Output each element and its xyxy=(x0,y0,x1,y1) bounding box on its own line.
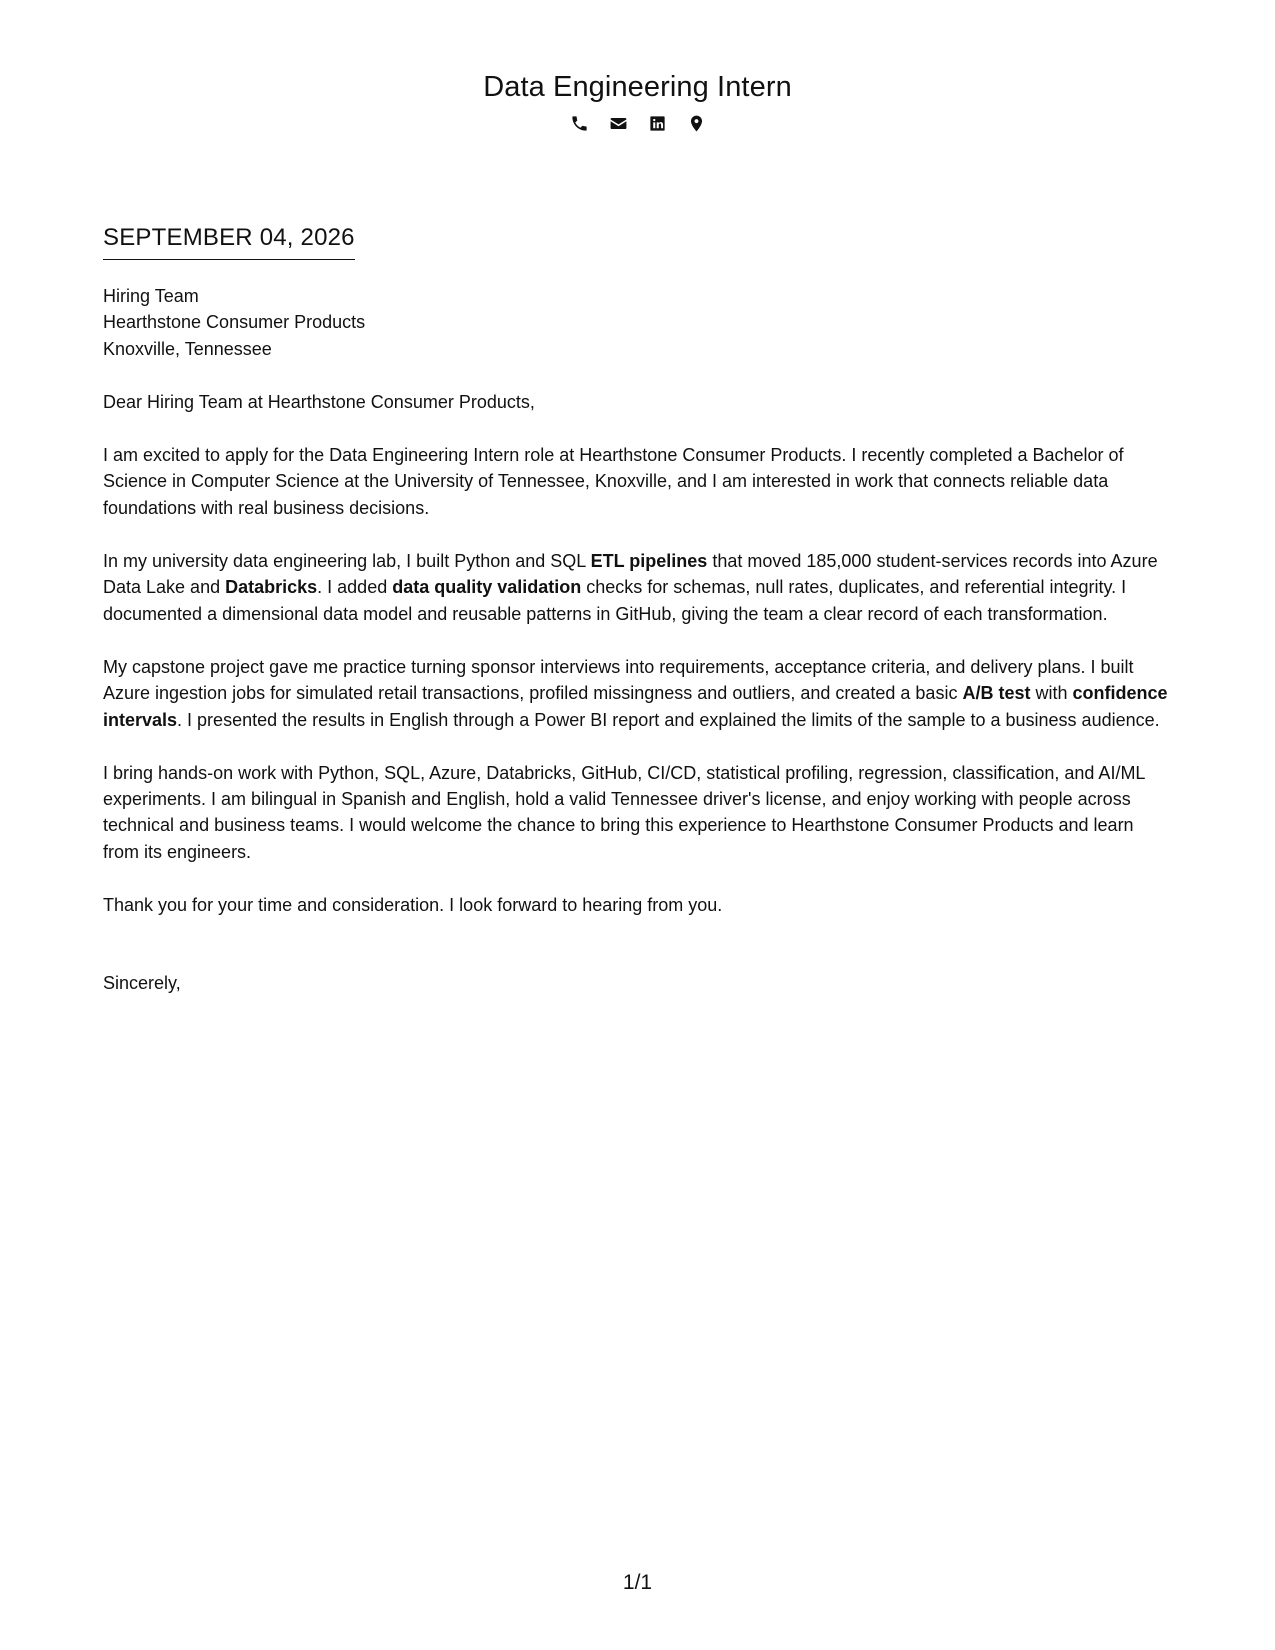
letter-date: SEPTEMBER 04, 2026 xyxy=(103,224,355,260)
highlight-term: data quality validation xyxy=(392,577,582,598)
highlight-term: A/B test xyxy=(962,683,1031,704)
envelope-icon[interactable] xyxy=(609,114,628,133)
text-segment: . I presented the results in English through a Power BI report and explained the limits of the sample to a business audience. xyxy=(177,709,1160,730)
page-title: Data Engineering Intern xyxy=(483,71,792,103)
letter-body xyxy=(103,283,1173,997)
text-segment: that moved 185,000 student-services records into Azure Data Lake and xyxy=(103,551,1158,598)
text-segment: My capstone project gave me practice turning sponsor interviews into requirements, acceptance criteria, and delivery plans. I built Azure ingestion jobs for simulated retail transactions, profiled missingness and outliers, and created a basic xyxy=(103,656,1134,704)
map-marker-icon[interactable] xyxy=(687,114,706,133)
highlight-term: ETL pipelines xyxy=(590,551,708,572)
paragraph-skills: I bring hands-on work with Python, SQL, Azure, Databricks, GitHub, CI/CD, statistical profiling, regression, classification, and AI/ML experiments. I am bilingual in Spanish and English, hold a valid Tennessee driver's license, and enjoy working with people across technical and business teams. I would welcome the chance to bring this experience to Hearthstone Consumer Products and learn from its engineers. xyxy=(103,762,1145,862)
text-segment: . I added xyxy=(317,577,393,598)
salutation: Dear Hiring Team at Hearthstone Consumer Products, xyxy=(103,391,535,412)
paragraph-lab-experience xyxy=(103,548,1173,627)
recipient-block xyxy=(103,283,1173,362)
phone-icon[interactable] xyxy=(570,114,589,133)
letter-header xyxy=(0,70,1275,135)
contact-icons xyxy=(0,113,1275,135)
page-indicator: 1/1 xyxy=(622,1571,653,1594)
text-segment: In my university data engineering lab, I built Python and SQL xyxy=(103,551,591,572)
paragraph-intro: I am excited to apply for the Data Engineering Intern role at Hearthstone Consumer Products. I recently completed a Bachelor of Science in Computer Science at the University of Tennessee, Knoxville, and I am interested in work that connects reliable data foundations with real business decisions. xyxy=(103,445,1124,518)
closing: Sincerely, xyxy=(103,973,181,994)
text-segment: with xyxy=(1030,683,1073,704)
recipient-line: Hearthstone Consumer Products xyxy=(103,312,366,333)
linkedin-icon[interactable] xyxy=(648,114,667,133)
paragraph-thanks: Thank you for your time and consideration. I look forward to hearing from you. xyxy=(103,895,723,916)
recipient-line: Hiring Team xyxy=(103,286,199,306)
highlight-term: Databricks xyxy=(225,577,318,598)
text-segment: checks for schemas, null rates, duplicates, and referential integrity. I documented a dimensional data model and reusable patterns in GitHub, giving the team a clear record of each transformation. xyxy=(103,577,1127,624)
highlight-term: confidence intervals xyxy=(103,683,1168,730)
paragraph-capstone xyxy=(103,654,1173,733)
recipient-line: Knoxville, Tennessee xyxy=(103,338,272,359)
